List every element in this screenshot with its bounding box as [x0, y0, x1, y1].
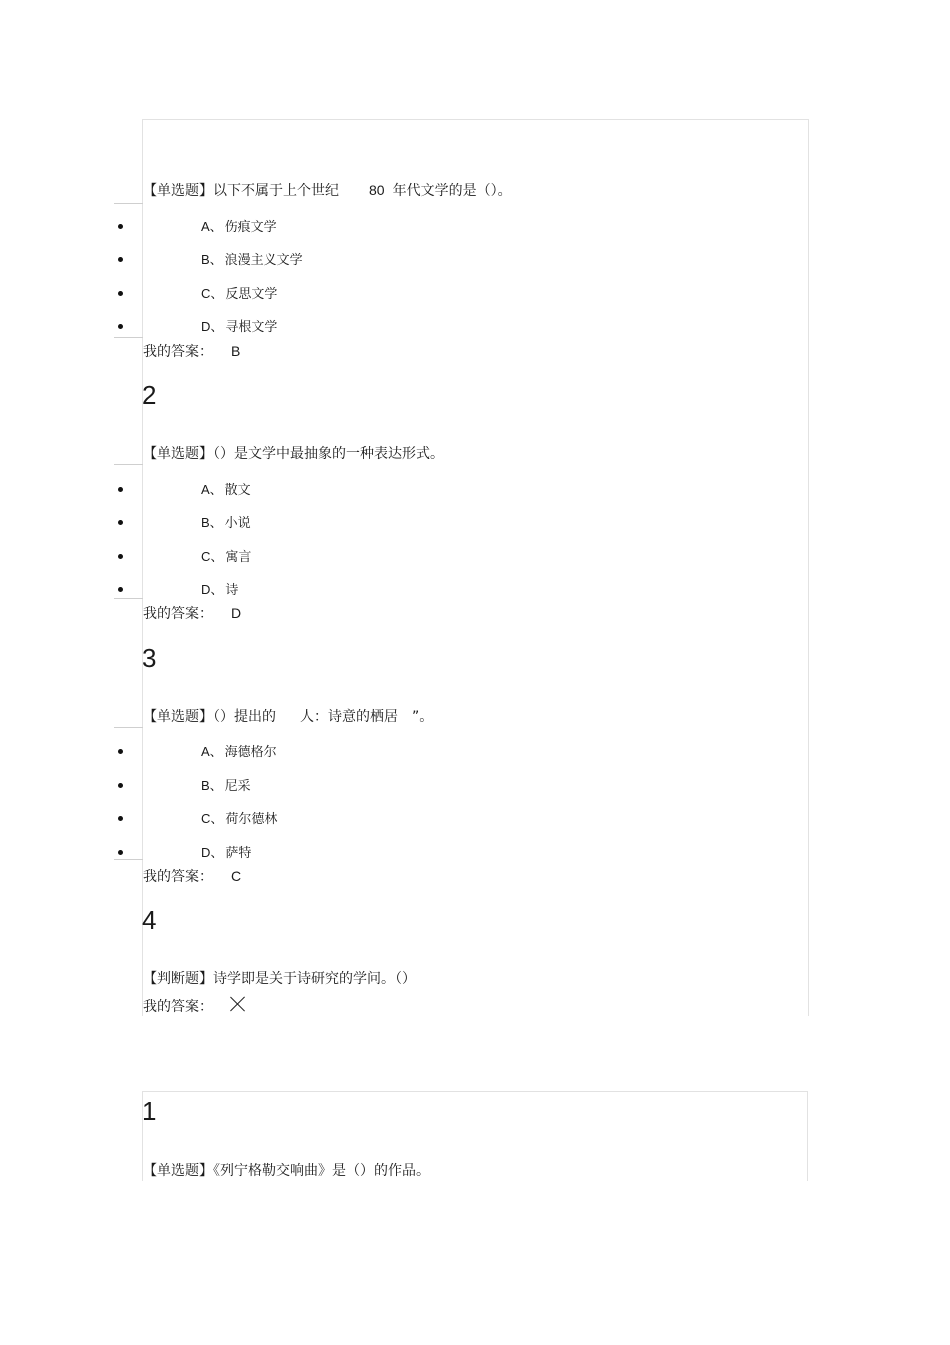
option-c[interactable]: C、 荷尔德林	[201, 811, 278, 827]
option-bullet	[118, 554, 123, 559]
option-bullet	[118, 324, 123, 329]
answer-value: D	[231, 605, 242, 621]
question-2-stem	[143, 443, 444, 463]
question-type: 【单选题】	[143, 1163, 213, 1179]
my-answer: 我的答案： C	[143, 868, 242, 885]
option-a[interactable]: A、 散文	[201, 482, 251, 498]
options-bar	[114, 727, 143, 860]
options-bar	[114, 203, 143, 338]
option-bullet	[118, 749, 123, 754]
option-bullet	[118, 850, 123, 855]
question-number: 1	[142, 1096, 157, 1126]
option-bullet	[118, 520, 123, 525]
option-bullet	[118, 487, 123, 492]
options-bar	[114, 464, 143, 599]
question-number: 2	[142, 380, 157, 410]
option-b[interactable]: B、 尼采	[201, 778, 251, 794]
question-stem-part: 人：诗意的栖居	[300, 709, 398, 725]
question-stem: （）是文学中最抽象的一种表达形式。	[213, 446, 444, 462]
my-answer: 我的答案：	[143, 999, 213, 1015]
question-number: 4	[142, 905, 157, 935]
question-3-stem	[143, 706, 433, 726]
option-bullet	[118, 224, 123, 229]
option-a[interactable]: A、 伤痕文学	[201, 219, 277, 235]
option-b[interactable]: B、 浪漫主义文学	[201, 252, 303, 268]
question-type: 【单选题】	[143, 709, 213, 725]
option-bullet	[118, 257, 123, 262]
answer-value: C	[231, 868, 242, 884]
option-c[interactable]: C、 寓言	[201, 549, 252, 565]
option-bullet	[118, 587, 123, 592]
question-stem-part: 以下不属于上个世纪	[213, 183, 339, 199]
question-stem-part: 年代文学的是（）。	[392, 183, 512, 199]
question-stem-number: 80	[369, 182, 385, 198]
question-stem: 诗学即是关于诗研究的学问。（）	[213, 971, 416, 987]
option-b[interactable]: B、 小说	[201, 515, 251, 531]
option-a[interactable]: A、 海德格尔	[201, 744, 277, 760]
question-number: 3	[142, 643, 157, 673]
option-d[interactable]: D、 萨特	[201, 845, 252, 861]
question-type: 【判断题】	[143, 971, 213, 987]
option-d[interactable]: D、 寻根文学	[201, 319, 278, 335]
question-stem: 《列宁格勒交响曲》是（）的作品。	[213, 1163, 430, 1179]
question-1-stem	[143, 180, 512, 200]
question-type: 【单选题】	[143, 446, 213, 462]
my-answer: 我的答案： B	[143, 343, 241, 360]
cross-icon	[230, 996, 246, 1012]
question-stem-part: （）提出的	[213, 709, 276, 725]
option-bullet	[118, 783, 123, 788]
option-c[interactable]: C、 反思文学	[201, 286, 278, 302]
my-answer: 我的答案： D	[143, 605, 242, 622]
option-bullet	[118, 291, 123, 296]
option-d[interactable]: D、 诗	[201, 582, 239, 598]
question-4-stem	[143, 968, 416, 988]
question-stem-row	[143, 1160, 430, 1180]
answer-value: B	[231, 343, 241, 359]
option-bullet	[118, 816, 123, 821]
question-stem-part: ”。	[412, 709, 434, 725]
question-type: 【单选题】	[143, 183, 213, 199]
